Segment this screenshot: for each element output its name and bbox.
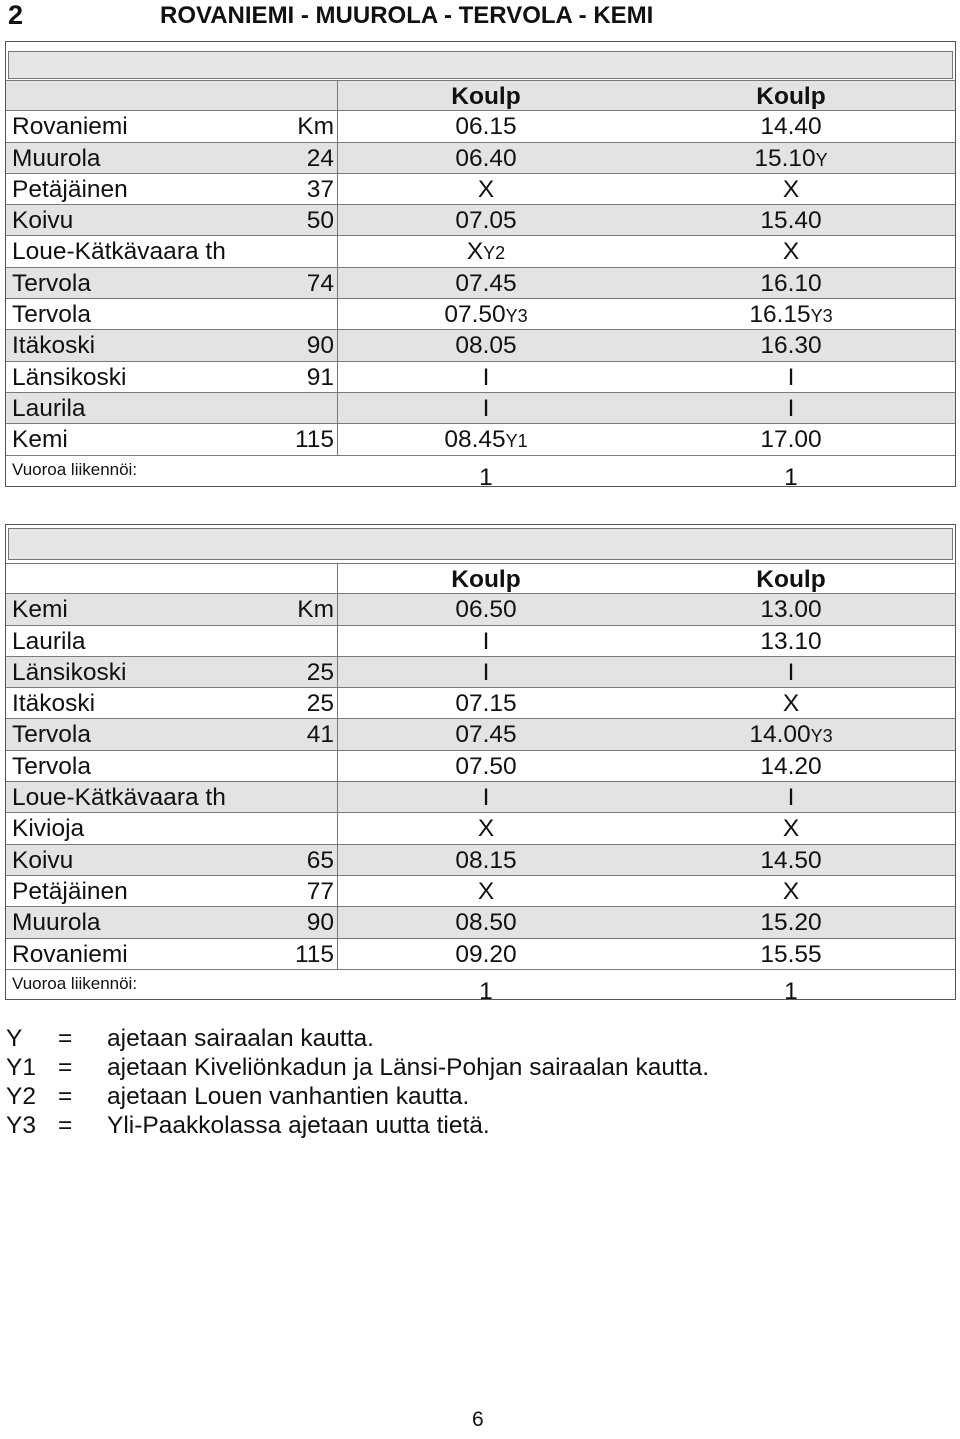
departure-time: 06.50 [455, 596, 517, 624]
table-row [6, 236, 955, 267]
column-header: Koulp [756, 566, 826, 593]
departure-time: 17.00 [760, 426, 822, 454]
departure-time: 08.05 [455, 332, 517, 360]
table-row [6, 626, 955, 657]
stop-km: 24 [306, 144, 334, 172]
table-row [6, 362, 955, 393]
footnote-text: ajetaan sairaalan kautta. [107, 1025, 374, 1052]
table-body [6, 594, 955, 970]
column-header: Koulp [451, 83, 521, 110]
table-row [6, 939, 955, 970]
stop-name: Tervola [12, 269, 91, 297]
departure-time: X [782, 238, 800, 266]
stop-km [246, 299, 334, 329]
departure-time: 13.00 [760, 596, 822, 624]
departure-time: X [782, 690, 800, 718]
table-row [6, 751, 955, 782]
footnote-equals: = [58, 1083, 73, 1110]
stop-km: 115 [294, 940, 334, 968]
footer-label: Vuoroa liikennöi: [12, 973, 138, 993]
stop-km: 90 [306, 909, 334, 937]
stop-name: Petäjäinen [12, 175, 128, 203]
stop-name: Tervola [12, 301, 91, 329]
footnote-text: Yli-Paakkolassa ajetaan uutta tietä. [107, 1112, 490, 1139]
footnotes [6, 1024, 946, 1140]
note-marker: Y3 [810, 306, 833, 327]
departure-time: 16.10 [760, 269, 822, 297]
stop-name: Tervola [12, 752, 91, 780]
table-row [6, 111, 955, 142]
departure-time: 07.50 [455, 752, 517, 780]
footer-value: 1 [479, 977, 493, 1005]
stop-name: Muurola [12, 909, 101, 937]
departure-time: 07.45 [455, 721, 517, 749]
stop-km [246, 782, 334, 812]
stop-km: 25 [306, 658, 334, 686]
table-row [6, 424, 955, 455]
departure-time: 16.30 [760, 332, 822, 360]
departure-time: 08.45Y1 [444, 426, 528, 454]
departure-time: I [787, 363, 795, 391]
column-header: Koulp [451, 566, 521, 593]
departure-time: 14.00Y3 [749, 721, 833, 749]
departure-time: 16.15Y3 [749, 301, 833, 329]
departure-time: I [787, 784, 795, 812]
stop-km [246, 393, 334, 423]
footnote-equals: = [58, 1112, 73, 1139]
departure-time: 15.20 [760, 909, 822, 937]
departure-time: 07.15 [455, 690, 517, 718]
table-top-band [6, 525, 955, 563]
note-marker: Y3 [810, 726, 833, 747]
footer-value: 1 [479, 463, 493, 491]
departure-time: 06.15 [455, 113, 517, 141]
stop-km: 25 [306, 690, 334, 718]
table-row [6, 657, 955, 688]
table-header-row [6, 80, 955, 111]
footnote-key: Y3 [6, 1112, 36, 1139]
stop-km [246, 813, 334, 843]
stop-km [246, 751, 334, 781]
note-marker: Y3 [505, 306, 528, 327]
table-row [6, 782, 955, 813]
departure-time: I [482, 658, 490, 686]
table-row [6, 845, 955, 876]
departure-time: I [482, 784, 490, 812]
stop-name: Petäjäinen [12, 877, 128, 905]
table-header-row [6, 563, 955, 594]
table-row [6, 813, 955, 844]
stop-name: Rovaniemi [12, 940, 128, 968]
table-top-band [6, 42, 955, 80]
footnote-text: ajetaan Louen vanhantien kautta. [107, 1083, 470, 1110]
footnote-equals: = [58, 1025, 73, 1052]
departure-time: 15.55 [760, 940, 822, 968]
table-row [6, 299, 955, 330]
departure-time: X [477, 175, 495, 203]
departure-time: 14.20 [760, 752, 822, 780]
departure-time: 13.10 [760, 627, 822, 655]
stop-name: Tervola [12, 721, 91, 749]
note-marker: Y2 [483, 243, 506, 264]
footnote-key: Y1 [6, 1054, 36, 1081]
stop-name: Itäkoski [12, 690, 96, 718]
route-number: 2 [8, 0, 24, 30]
stop-name: Kivioja [12, 815, 85, 843]
table-row [6, 719, 955, 750]
timetable-outbound [5, 41, 956, 491]
stop-name: Rovaniemi [12, 113, 128, 141]
departure-time: X [782, 815, 800, 843]
table-row [6, 174, 955, 205]
table-row [6, 907, 955, 938]
stop-name: Loue-Kätkävaara th [12, 238, 226, 266]
footnote [6, 1053, 946, 1082]
departure-time: 08.15 [455, 846, 517, 874]
stop-name: Länsikoski [12, 658, 127, 686]
stop-km [246, 236, 334, 266]
table-row [6, 393, 955, 424]
stop-name: Koivu [12, 207, 74, 235]
stop-km: Km [297, 113, 334, 141]
table-row [6, 594, 955, 625]
stop-km: 91 [306, 363, 334, 391]
departure-time: X [477, 877, 495, 905]
page-header [0, 0, 960, 36]
column-header: Koulp [756, 83, 826, 110]
departure-time: X [782, 877, 800, 905]
stop-km: 74 [306, 269, 334, 297]
stop-name: Muurola [12, 144, 101, 172]
departure-time: 14.50 [760, 846, 822, 874]
departure-time: 14.40 [760, 113, 822, 141]
departure-time: 15.10Y [754, 144, 828, 172]
stop-km: 65 [306, 846, 334, 874]
departure-time: I [482, 363, 490, 391]
departure-time: I [787, 394, 795, 422]
timetable-return [5, 524, 956, 1005]
table-row [6, 205, 955, 236]
footnote-key: Y [6, 1025, 23, 1052]
footnote [6, 1024, 946, 1053]
footnote-text: ajetaan Kiveliönkadun ja Länsi-Pohjan sairaalan kautta. [107, 1054, 710, 1081]
footnote-equals: = [58, 1054, 73, 1081]
table-row [6, 268, 955, 299]
departure-time: I [482, 627, 490, 655]
table-row [6, 143, 955, 174]
departure-time: 07.50Y3 [444, 301, 528, 329]
stop-km: 77 [306, 877, 334, 905]
table-body [6, 111, 955, 455]
departure-time: X [782, 175, 800, 203]
departure-time: 08.50 [455, 909, 517, 937]
table-row [6, 876, 955, 907]
stop-name: Koivu [12, 846, 74, 874]
departure-time: 09.20 [455, 940, 517, 968]
stop-name: Laurila [12, 627, 86, 655]
departure-time: 06.40 [455, 144, 517, 172]
table-footer-row [6, 970, 955, 1005]
departure-time: 07.05 [455, 207, 517, 235]
stop-km: Km [297, 596, 334, 624]
note-marker: Y [815, 149, 828, 170]
stop-km: 50 [306, 207, 334, 235]
footnote [6, 1082, 946, 1111]
footer-label: Vuoroa liikennöi: [12, 459, 138, 479]
table-row [6, 330, 955, 361]
departure-time: XY2 [466, 238, 506, 266]
departure-time: I [482, 394, 490, 422]
departure-time: 15.40 [760, 207, 822, 235]
note-marker: Y1 [505, 431, 528, 452]
stop-km: 41 [306, 721, 334, 749]
footer-value: 1 [784, 463, 798, 491]
stop-km [246, 626, 334, 656]
stop-km: 37 [306, 175, 334, 203]
stop-name: Kemi [12, 426, 68, 454]
stop-name: Kemi [12, 596, 68, 624]
footer-value: 1 [784, 977, 798, 1005]
stop-name: Loue-Kätkävaara th [12, 784, 226, 812]
table-row [6, 688, 955, 719]
departure-time: I [787, 658, 795, 686]
footnote [6, 1111, 946, 1140]
route-title: ROVANIEMI - MUUROLA - TERVOLA - KEMI [160, 2, 654, 29]
departure-time: 07.45 [455, 269, 517, 297]
departure-time: X [477, 815, 495, 843]
stop-name: Laurila [12, 394, 86, 422]
page-number: 6 [472, 1408, 484, 1431]
table-footer-row [6, 456, 955, 491]
footnote-key: Y2 [6, 1083, 36, 1110]
stop-km: 90 [306, 332, 334, 360]
stop-km: 115 [294, 426, 334, 454]
stop-name: Itäkoski [12, 332, 96, 360]
stop-name: Länsikoski [12, 363, 127, 391]
